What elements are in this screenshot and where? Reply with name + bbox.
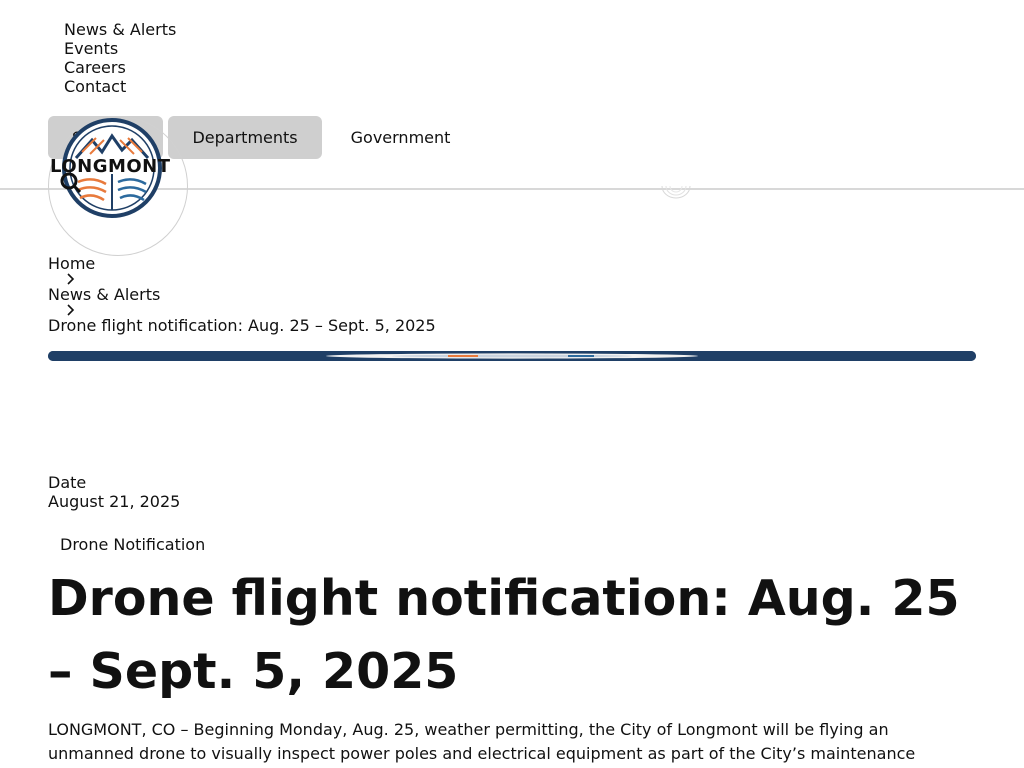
breadcrumb-current-page: Drone flight notification: Aug. 25 – Sept. 5, 2025	[48, 316, 436, 335]
article-meta	[48, 473, 180, 511]
utility-link-events[interactable]: Events	[64, 39, 119, 58]
utility-link-careers[interactable]: Careers	[64, 58, 126, 77]
date-value: August 21, 2025	[48, 492, 181, 511]
government-nav-button[interactable]: Government	[327, 116, 475, 159]
utility-link-contact[interactable]: Contact	[64, 77, 127, 96]
breadcrumb	[48, 254, 436, 335]
utility-link-news-alerts[interactable]: News & Alerts	[64, 20, 177, 39]
decorative-ring-icon	[660, 172, 692, 200]
departments-nav-button[interactable]: Departments	[168, 116, 321, 159]
chevron-right-icon	[65, 273, 77, 285]
logo-city-name: LONGMONT	[50, 156, 171, 177]
utility-nav	[64, 20, 176, 96]
search-icon[interactable]	[59, 171, 81, 193]
article-tag[interactable]: Drone Notification	[60, 535, 206, 554]
breadcrumb-home-link[interactable]: Home	[48, 254, 96, 273]
article-body: LONGMONT, CO – Beginning Monday, Aug. 25, weather permitting, the City of Longmont will be flying an unmanned drone to visually inspect power poles and electrical equipment as part of the City’s maintenance	[48, 720, 916, 763]
chevron-right-icon	[65, 304, 77, 316]
breadcrumb-news-link[interactable]: News & Alerts	[48, 285, 161, 304]
date-label: Date	[48, 473, 87, 492]
banner-pattern	[48, 351, 976, 361]
article-banner-image	[48, 351, 976, 361]
page-title: Drone flight notification: Aug. 25 – Sept. 5, 2025	[48, 570, 960, 700]
